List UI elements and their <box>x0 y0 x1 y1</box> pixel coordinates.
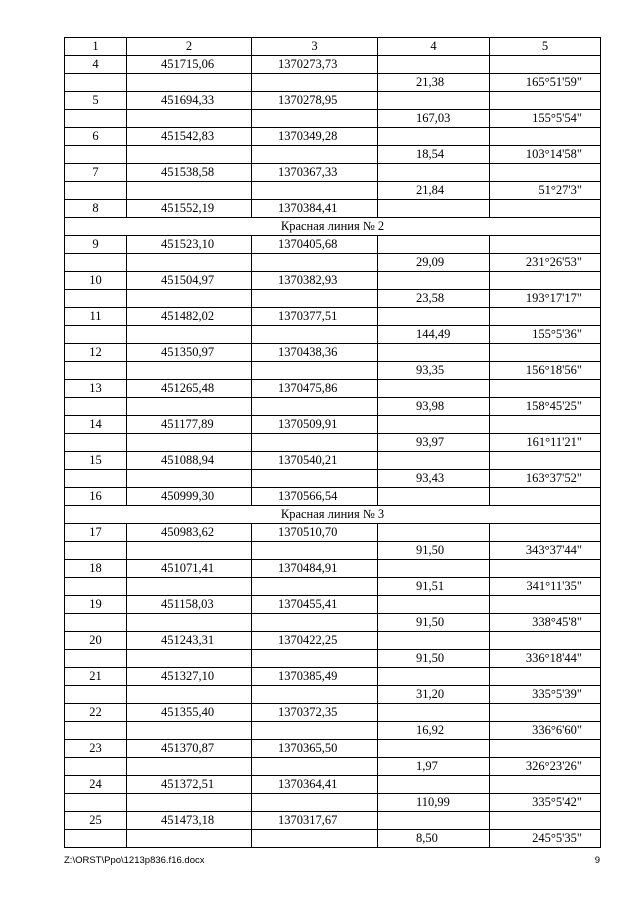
segment-row <box>65 578 601 596</box>
point-number <box>65 614 127 632</box>
point-number <box>65 542 127 560</box>
x-coordinate: 451158,03 <box>127 596 252 614</box>
point-row <box>65 344 601 362</box>
angle-cell <box>490 128 601 146</box>
angle-cell: 163°37'52" <box>490 470 601 488</box>
y-coordinate: 1370509,91 <box>252 416 378 434</box>
distance-cell <box>378 596 490 614</box>
angle-cell <box>490 416 601 434</box>
point-number <box>65 650 127 668</box>
point-number: 18 <box>65 560 127 578</box>
point-number: 19 <box>65 596 127 614</box>
x-coordinate <box>127 254 252 272</box>
point-number: 6 <box>65 128 127 146</box>
y-coordinate: 1370510,70 <box>252 524 378 542</box>
point-number <box>65 722 127 740</box>
y-coordinate <box>252 614 378 632</box>
point-row <box>65 488 601 506</box>
point-number: 4 <box>65 56 127 74</box>
x-coordinate: 451473,18 <box>127 812 252 830</box>
y-coordinate <box>252 74 378 92</box>
angle-cell: 326°23'26" <box>490 758 601 776</box>
angle-cell: 231°26'53" <box>490 254 601 272</box>
y-coordinate <box>252 434 378 452</box>
y-coordinate <box>252 578 378 596</box>
point-number <box>65 794 127 812</box>
distance-cell <box>378 668 490 686</box>
segment-row <box>65 362 601 380</box>
distance-cell: 93,35 <box>378 362 490 380</box>
y-coordinate <box>252 146 378 164</box>
angle-cell <box>490 200 601 218</box>
coordinates-table <box>64 37 601 848</box>
point-row <box>65 416 601 434</box>
x-coordinate <box>127 794 252 812</box>
x-coordinate: 451355,40 <box>127 704 252 722</box>
point-number: 11 <box>65 308 127 326</box>
segment-row <box>65 146 601 164</box>
distance-cell <box>378 236 490 254</box>
x-coordinate <box>127 578 252 596</box>
angle-cell: 103°14'58" <box>490 146 601 164</box>
angle-cell: 155°5'54" <box>490 110 601 128</box>
x-coordinate <box>127 326 252 344</box>
distance-cell <box>378 488 490 506</box>
y-coordinate <box>252 290 378 308</box>
y-coordinate <box>252 470 378 488</box>
segment-row <box>65 326 601 344</box>
point-row <box>65 704 601 722</box>
segment-row <box>65 110 601 128</box>
point-row <box>65 380 601 398</box>
distance-cell: 167,03 <box>378 110 490 128</box>
y-coordinate: 1370566,54 <box>252 488 378 506</box>
point-number: 17 <box>65 524 127 542</box>
distance-cell: 91,50 <box>378 614 490 632</box>
point-number <box>65 326 127 344</box>
y-coordinate <box>252 794 378 812</box>
distance-cell: 29,09 <box>378 254 490 272</box>
angle-cell <box>490 740 601 758</box>
x-coordinate: 451523,10 <box>127 236 252 254</box>
x-coordinate <box>127 110 252 128</box>
y-coordinate: 1370484,91 <box>252 560 378 578</box>
angle-cell <box>490 704 601 722</box>
angle-cell <box>490 488 601 506</box>
distance-cell: 16,92 <box>378 722 490 740</box>
point-number: 21 <box>65 668 127 686</box>
x-coordinate: 450983,62 <box>127 524 252 542</box>
point-row <box>65 308 601 326</box>
point-number <box>65 686 127 704</box>
angle-cell: 336°6'60" <box>490 722 601 740</box>
y-coordinate: 1370278,95 <box>252 92 378 110</box>
point-number: 10 <box>65 272 127 290</box>
angle-cell: 343°37'44" <box>490 542 601 560</box>
segment-row <box>65 254 601 272</box>
section-title: Красная линия № 3 <box>65 506 601 524</box>
angle-cell: 335°5'42" <box>490 794 601 812</box>
x-coordinate: 451504,97 <box>127 272 252 290</box>
point-number <box>65 290 127 308</box>
point-row <box>65 56 601 74</box>
point-number <box>65 758 127 776</box>
point-row <box>65 740 601 758</box>
angle-cell: 193°17'17" <box>490 290 601 308</box>
point-number <box>65 434 127 452</box>
point-number: 23 <box>65 740 127 758</box>
point-row <box>65 776 601 794</box>
angle-cell <box>490 560 601 578</box>
y-coordinate <box>252 758 378 776</box>
distance-cell: 18,54 <box>378 146 490 164</box>
x-coordinate: 451542,83 <box>127 128 252 146</box>
point-number <box>65 146 127 164</box>
segment-row <box>65 830 601 848</box>
x-coordinate: 451694,33 <box>127 92 252 110</box>
y-coordinate <box>252 722 378 740</box>
point-row <box>65 524 601 542</box>
distance-cell: 21,38 <box>378 74 490 92</box>
x-coordinate: 451177,89 <box>127 416 252 434</box>
angle-cell <box>490 308 601 326</box>
point-row <box>65 272 601 290</box>
distance-cell: 144,49 <box>378 326 490 344</box>
y-coordinate <box>252 362 378 380</box>
segment-row <box>65 686 601 704</box>
y-coordinate <box>252 110 378 128</box>
angle-cell <box>490 272 601 290</box>
distance-cell <box>378 308 490 326</box>
segment-row <box>65 542 601 560</box>
angle-cell <box>490 596 601 614</box>
y-coordinate: 1370405,68 <box>252 236 378 254</box>
x-coordinate <box>127 686 252 704</box>
distance-cell <box>378 560 490 578</box>
angle-cell: 245°5'35" <box>490 830 601 848</box>
angle-cell <box>490 452 601 470</box>
x-coordinate <box>127 146 252 164</box>
distance-cell: 31,20 <box>378 686 490 704</box>
distance-cell: 21,84 <box>378 182 490 200</box>
angle-cell <box>490 236 601 254</box>
header-row <box>65 38 601 56</box>
angle-cell: 158°45'25" <box>490 398 601 416</box>
distance-cell: 23,58 <box>378 290 490 308</box>
point-row <box>65 632 601 650</box>
file-path: Z:\ORST\Ppo\1213p836.f16.docx <box>64 855 205 866</box>
point-number <box>65 182 127 200</box>
point-number: 24 <box>65 776 127 794</box>
point-row <box>65 596 601 614</box>
x-coordinate: 451088,94 <box>127 452 252 470</box>
distance-cell: 110,99 <box>378 794 490 812</box>
section-row <box>65 218 601 236</box>
point-number <box>65 830 127 848</box>
distance-cell: 93,97 <box>378 434 490 452</box>
distance-cell <box>378 740 490 758</box>
section-title: Красная линия № 2 <box>65 218 601 236</box>
x-coordinate <box>127 722 252 740</box>
y-coordinate: 1370455,41 <box>252 596 378 614</box>
segment-row <box>65 74 601 92</box>
x-coordinate <box>127 182 252 200</box>
y-coordinate: 1370422,25 <box>252 632 378 650</box>
point-number: 13 <box>65 380 127 398</box>
angle-cell: 336°18'44" <box>490 650 601 668</box>
angle-cell: 155°5'36" <box>490 326 601 344</box>
x-coordinate: 451552,19 <box>127 200 252 218</box>
segment-row <box>65 614 601 632</box>
angle-cell: 341°11'35" <box>490 578 601 596</box>
y-coordinate: 1370365,50 <box>252 740 378 758</box>
point-number: 15 <box>65 452 127 470</box>
x-coordinate: 451482,02 <box>127 308 252 326</box>
y-coordinate <box>252 686 378 704</box>
angle-cell <box>490 56 601 74</box>
distance-cell: 1,97 <box>378 758 490 776</box>
header-cell-3: 3 <box>252 38 378 56</box>
point-number: 8 <box>65 200 127 218</box>
distance-cell <box>378 776 490 794</box>
point-row <box>65 128 601 146</box>
angle-cell <box>490 632 601 650</box>
page-number: 9 <box>594 855 600 866</box>
segment-row <box>65 758 601 776</box>
point-number <box>65 254 127 272</box>
angle-cell: 161°11'21" <box>490 434 601 452</box>
point-number: 20 <box>65 632 127 650</box>
y-coordinate <box>252 542 378 560</box>
page-footer <box>64 855 600 866</box>
segment-row <box>65 722 601 740</box>
x-coordinate: 451372,51 <box>127 776 252 794</box>
table-body <box>65 56 601 848</box>
segment-row <box>65 794 601 812</box>
x-coordinate: 451265,48 <box>127 380 252 398</box>
y-coordinate: 1370349,28 <box>252 128 378 146</box>
point-row <box>65 92 601 110</box>
angle-cell <box>490 668 601 686</box>
distance-cell <box>378 524 490 542</box>
y-coordinate <box>252 830 378 848</box>
y-coordinate: 1370317,67 <box>252 812 378 830</box>
angle-cell <box>490 812 601 830</box>
y-coordinate <box>252 254 378 272</box>
segment-row <box>65 650 601 668</box>
y-coordinate: 1370377,51 <box>252 308 378 326</box>
y-coordinate: 1370364,41 <box>252 776 378 794</box>
distance-cell <box>378 704 490 722</box>
angle-cell <box>490 92 601 110</box>
segment-row <box>65 470 601 488</box>
segment-row <box>65 434 601 452</box>
point-number <box>65 74 127 92</box>
point-row <box>65 560 601 578</box>
point-number <box>65 362 127 380</box>
point-number: 12 <box>65 344 127 362</box>
point-row <box>65 668 601 686</box>
point-number <box>65 110 127 128</box>
y-coordinate: 1370382,93 <box>252 272 378 290</box>
distance-cell <box>378 632 490 650</box>
x-coordinate <box>127 542 252 560</box>
distance-cell: 91,50 <box>378 542 490 560</box>
angle-cell: 51°27'3" <box>490 182 601 200</box>
x-coordinate <box>127 614 252 632</box>
point-number: 16 <box>65 488 127 506</box>
point-row <box>65 812 601 830</box>
distance-cell: 91,50 <box>378 650 490 668</box>
y-coordinate <box>252 326 378 344</box>
x-coordinate <box>127 650 252 668</box>
point-row <box>65 200 601 218</box>
y-coordinate <box>252 182 378 200</box>
y-coordinate: 1370475,86 <box>252 380 378 398</box>
distance-cell: 93,43 <box>378 470 490 488</box>
x-coordinate <box>127 830 252 848</box>
segment-row <box>65 398 601 416</box>
header-cell-5: 5 <box>490 38 601 56</box>
x-coordinate <box>127 398 252 416</box>
point-number: 7 <box>65 164 127 182</box>
point-number <box>65 578 127 596</box>
x-coordinate: 450999,30 <box>127 488 252 506</box>
x-coordinate <box>127 758 252 776</box>
x-coordinate: 451243,31 <box>127 632 252 650</box>
angle-cell: 156°18'56" <box>490 362 601 380</box>
x-coordinate: 451350,97 <box>127 344 252 362</box>
segment-row <box>65 182 601 200</box>
y-coordinate: 1370372,35 <box>252 704 378 722</box>
angle-cell: 338°45'8" <box>490 614 601 632</box>
point-row <box>65 452 601 470</box>
y-coordinate: 1370273,73 <box>252 56 378 74</box>
x-coordinate: 451071,41 <box>127 560 252 578</box>
x-coordinate: 451715,06 <box>127 56 252 74</box>
segment-row <box>65 290 601 308</box>
distance-cell: 91,51 <box>378 578 490 596</box>
distance-cell <box>378 812 490 830</box>
distance-cell <box>378 380 490 398</box>
point-number: 22 <box>65 704 127 722</box>
distance-cell <box>378 128 490 146</box>
point-number: 5 <box>65 92 127 110</box>
x-coordinate <box>127 74 252 92</box>
y-coordinate: 1370540,21 <box>252 452 378 470</box>
distance-cell <box>378 344 490 362</box>
point-number <box>65 470 127 488</box>
distance-cell: 8,50 <box>378 830 490 848</box>
x-coordinate: 451538,58 <box>127 164 252 182</box>
angle-cell <box>490 164 601 182</box>
y-coordinate: 1370438,36 <box>252 344 378 362</box>
header-cell-4: 4 <box>378 38 490 56</box>
angle-cell <box>490 344 601 362</box>
distance-cell <box>378 164 490 182</box>
distance-cell <box>378 92 490 110</box>
x-coordinate <box>127 290 252 308</box>
point-number <box>65 398 127 416</box>
angle-cell <box>490 776 601 794</box>
angle-cell <box>490 380 601 398</box>
y-coordinate <box>252 650 378 668</box>
point-number: 25 <box>65 812 127 830</box>
section-row <box>65 506 601 524</box>
point-row <box>65 164 601 182</box>
y-coordinate: 1370385,49 <box>252 668 378 686</box>
point-number: 14 <box>65 416 127 434</box>
x-coordinate: 451370,87 <box>127 740 252 758</box>
distance-cell <box>378 272 490 290</box>
header-cell-1: 1 <box>65 38 127 56</box>
point-number: 9 <box>65 236 127 254</box>
distance-cell <box>378 416 490 434</box>
x-coordinate <box>127 470 252 488</box>
x-coordinate <box>127 434 252 452</box>
y-coordinate: 1370384,41 <box>252 200 378 218</box>
x-coordinate <box>127 362 252 380</box>
y-coordinate <box>252 398 378 416</box>
y-coordinate: 1370367,33 <box>252 164 378 182</box>
x-coordinate: 451327,10 <box>127 668 252 686</box>
header-cell-2: 2 <box>127 38 252 56</box>
distance-cell <box>378 56 490 74</box>
distance-cell <box>378 200 490 218</box>
point-row <box>65 236 601 254</box>
distance-cell <box>378 452 490 470</box>
angle-cell <box>490 524 601 542</box>
angle-cell: 335°5'39" <box>490 686 601 704</box>
distance-cell: 93,98 <box>378 398 490 416</box>
angle-cell: 165°51'59" <box>490 74 601 92</box>
